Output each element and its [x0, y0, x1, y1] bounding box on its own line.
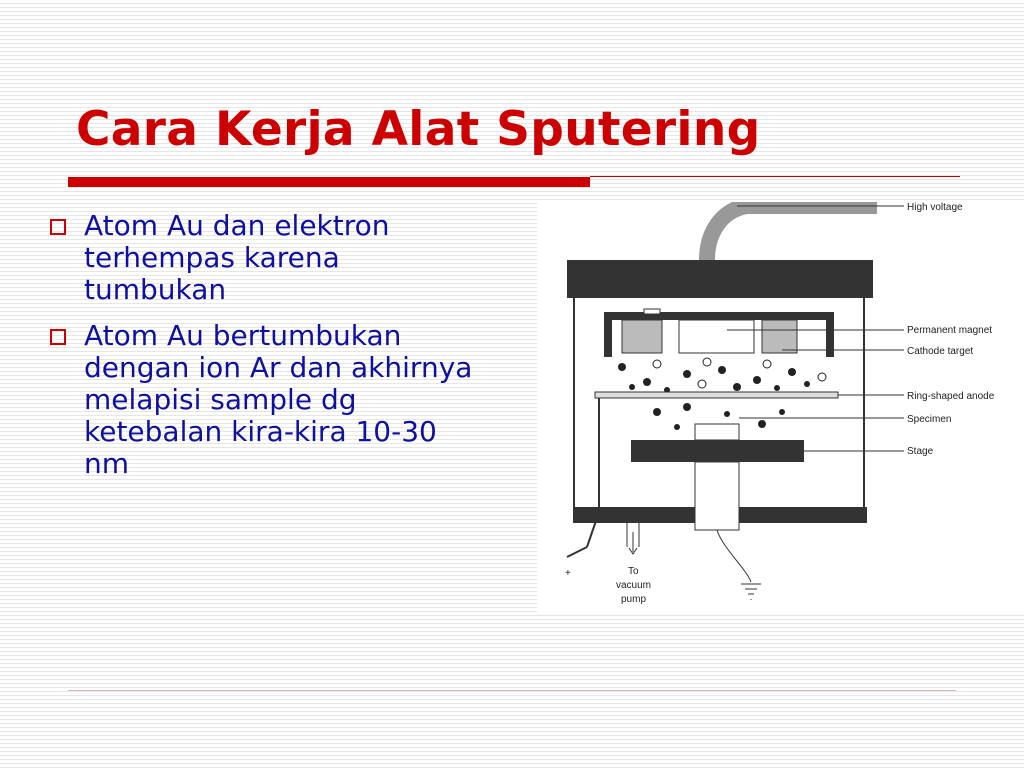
- bullet-item: [50, 320, 530, 480]
- bullet-text: Atom Au dan elektron terhempas karena tumbukan: [84, 209, 390, 306]
- positive-lead-end: [567, 547, 587, 557]
- title-underline-bar: [68, 177, 590, 187]
- magnet-left: [622, 320, 662, 353]
- ring-anode: [595, 392, 838, 398]
- ring-anode-label: Ring-shaped anode: [907, 391, 995, 402]
- pump-label-1: To: [628, 566, 639, 577]
- sputter-coater-diagram: [537, 202, 1024, 614]
- base-plate-right: [739, 507, 867, 523]
- slide-title: Cara Kerja Alat Sputering: [76, 102, 761, 157]
- chamber-lid: [567, 260, 873, 298]
- sputtered-atoms: [618, 363, 810, 393]
- stage-label: Stage: [907, 446, 934, 457]
- cathode-target-label: Cathode target: [907, 346, 974, 357]
- bullet-list: [50, 210, 530, 494]
- title-underline-line: [590, 176, 960, 177]
- ground-wire: [717, 530, 751, 582]
- argon-ions: [653, 358, 826, 388]
- permanent-magnet-label: Permanent magnet: [907, 325, 993, 336]
- specimen: [695, 424, 739, 440]
- square-bullet-icon: [50, 219, 66, 235]
- high-voltage-cable: [707, 206, 877, 260]
- base-plate-left: [573, 507, 695, 523]
- pump-arrow-icon: [629, 532, 637, 554]
- plus-sign: +: [565, 568, 571, 579]
- footer-divider: [68, 690, 956, 691]
- pump-label-2: vacuum: [616, 580, 652, 591]
- specimen-label: Specimen: [907, 414, 952, 425]
- stage-support: [695, 462, 739, 530]
- ground-icon: [741, 584, 761, 600]
- magnet-right: [762, 320, 797, 353]
- pump-label-3: pump: [621, 594, 647, 605]
- bullet-item: [50, 210, 530, 306]
- bullet-text: Atom Au bertumbukan dengan ion Ar dan akhirnya melapisi sample dg ketebalan kira-kira 10-30 nm: [84, 319, 473, 480]
- cathode-connector: [644, 309, 660, 314]
- square-bullet-icon: [50, 329, 66, 345]
- stage: [631, 440, 804, 462]
- magnet-center: [679, 320, 754, 353]
- high-voltage-label: High voltage: [907, 202, 963, 213]
